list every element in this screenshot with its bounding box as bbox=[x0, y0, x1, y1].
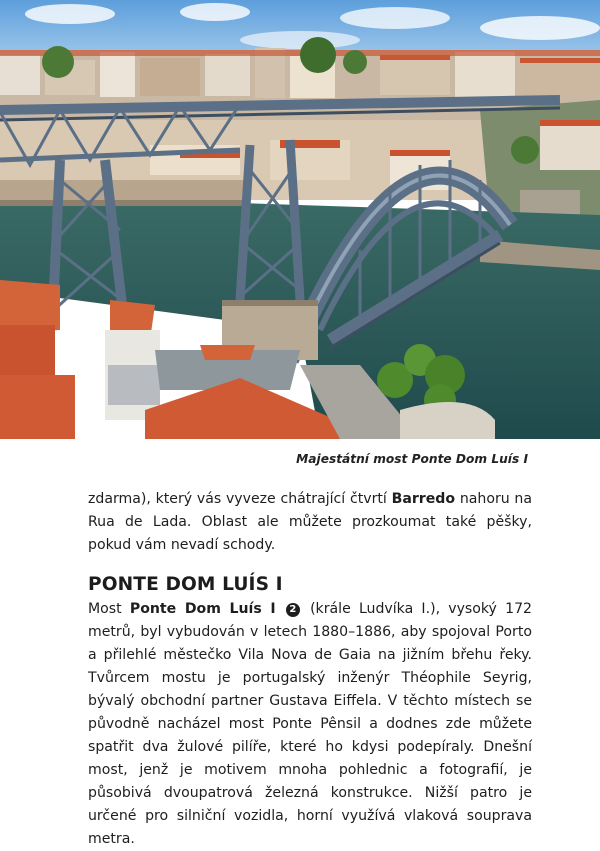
photo-caption: Majestátní most Ponte Dom Luís I bbox=[296, 452, 528, 466]
bold-term-barredo: Barredo bbox=[391, 491, 456, 507]
map-marker-icon: 2 bbox=[286, 603, 300, 617]
intro-paragraph-block bbox=[88, 488, 532, 557]
section-heading: PONTE DOM LUÍS I bbox=[88, 574, 283, 595]
section-paragraph: Most Ponte Dom Luís I 2 (krále Ludvíka I.), vysoký 172 metrů, byl vybudován v letech 1880–1886, aby spojoval Porto a přilehlé městečko Vila Nova de Gaia na jižním břehu řeky. Tvůrcem mostu je portugalský inženýr Théophile Seyrig, bývalý obchodní partner Gustava Eiffela. V těchto místech se původně nacházel most Ponte Pênsil a dodnes zde můžete spatřit dva žulové pilíře, které ho kdysi podepíraly. Dnešní most, jenž je motivem mnoha pohlednic a fotografií, je působivá dvoupatrová železná konstrukce. Nižší patro je určené pro silniční vozidla, horní využívá vlaková souprava metra. bbox=[88, 601, 533, 847]
intro-paragraph: zdarma), který vás vyveze chátrající čtvrtí Barredo nahoru na Rua de Lada. Oblast ale můžete prozkoumat také pěšky, pokud vám nevadí schody. bbox=[88, 491, 532, 553]
bold-term-bridge: Ponte Dom Luís I bbox=[129, 601, 276, 617]
section-paragraph-block bbox=[88, 598, 532, 851]
